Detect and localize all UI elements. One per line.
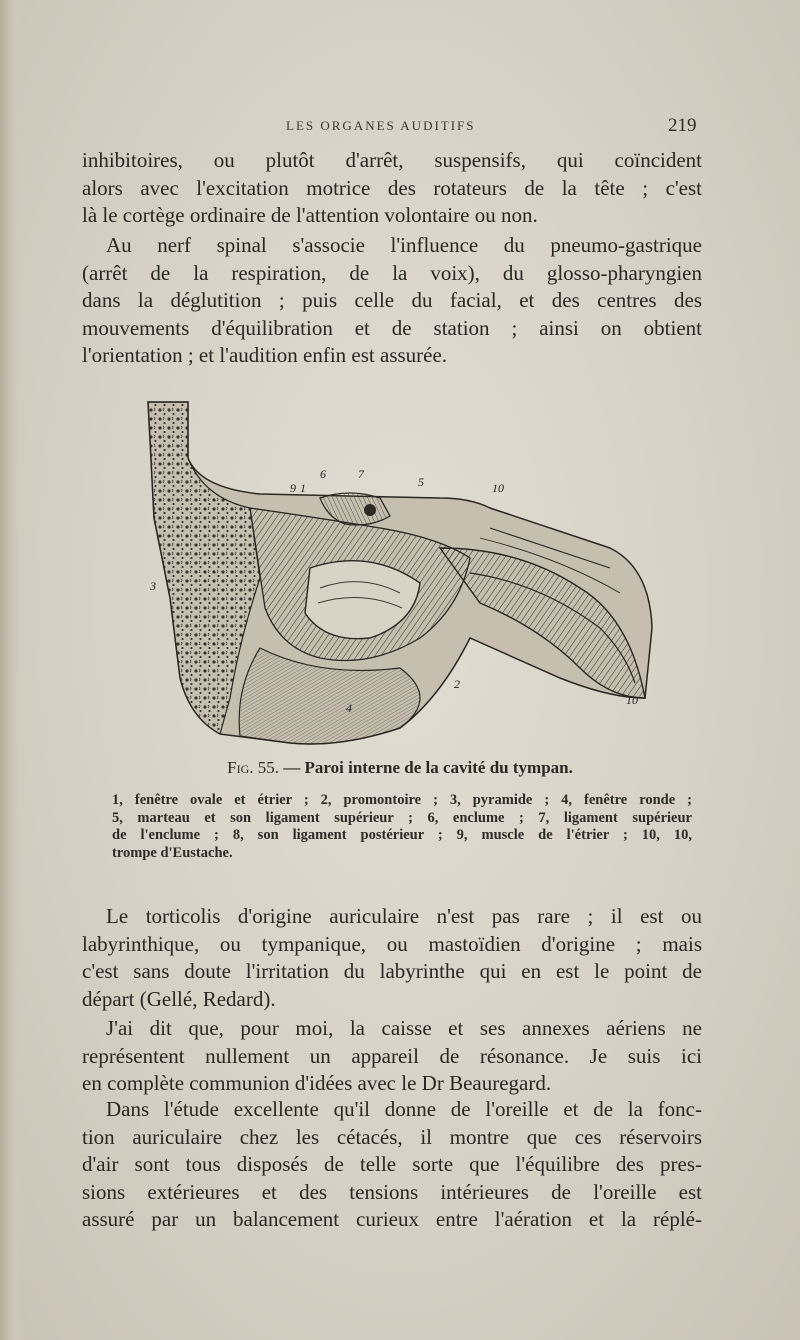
figure-label: 2 [454,677,460,691]
paragraph-5 [82,1096,702,1234]
text-line: tion auriculaire chez les cétacés, il montre que ces réservoirs [82,1124,702,1149]
text-line: là le cortège ordinaire de l'attention volontaire ou non. [82,203,538,227]
running-title: LES ORGANES AUDITIFS [286,118,476,133]
text-line: l'orientation ; et l'audition enfin est assurée. [82,343,448,367]
text-line: représentent nullement un appareil de résonance. Je suis ici [82,1043,702,1068]
text-line: labyrinthique, ou tympanique, ou mastoïdien d'origine ; mais [82,931,702,956]
figure-label: 1 [300,481,306,495]
figure-caption [0,758,800,778]
text-line: alors avec l'excitation motrice des rotateurs de la tête ; c'est [82,175,702,200]
figure-label: 3 [150,579,156,593]
tympanic-cavity-engraving [140,398,660,750]
anatomical-figure [140,398,660,750]
figure-number: Fig. 55. [227,758,279,777]
text-line: en complète communion d'idées avec le Dr Beauregard. [82,1071,552,1095]
text-line: c'est sans doute l'irritation du labyrinthe qui en est le point de [82,959,702,983]
text-line: Le torticolis d'origine auriculaire n'est pas rare ; il est ou [106,904,702,928]
paragraph-1 [82,147,702,230]
legend-line: 5, marteau et son ligament supérieur ; 6, enclume ; 7, ligament supérieur [112,809,692,826]
legend-line: de l'enclume ; 8, son ligament postérieur ; 9, muscle de l'étrier ; 10, 10, [112,827,692,843]
figure-label: 10 [626,693,638,707]
figure-title: — Paroi interne de la cavité du tympan. [283,758,573,777]
paragraph-3 [82,903,702,1013]
text-line: inhibitoires, ou plutôt d'arrêt, suspensifs, qui coïncident [82,148,702,172]
figure-label: 7 [358,467,364,481]
page-number: 219 [668,115,697,136]
page-edge-shadow [0,0,22,1340]
text-line: Dans l'étude excellente qu'il donne de l'oreille et de la fonc- [106,1097,702,1121]
figure-label: 4 [346,701,352,715]
text-line: sions extérieures et des tensions intérieures de l'oreille est [82,1179,702,1204]
text-line: départ (Gellé, Redard). [82,986,276,1011]
running-head [0,115,800,138]
text-line: J'ai dit que, pour moi, la caisse et ses annexes aériens ne [106,1016,702,1040]
figure-label: 5 [418,475,424,489]
text-line: d'air sont tous disposés de telle sorte que l'équilibre des pres- [82,1152,702,1176]
text-line: assuré par un balancement curieux entre l'aération et la réplé- [82,1207,702,1231]
text-line: mouvements d'équilibration et de station ; ainsi on obtient [82,315,702,340]
text-line: dans la déglutition ; puis celle du facial, et des centres des [82,288,702,312]
text-line: Au nerf spinal s'associe l'influence du pneumo-gastrique [106,233,702,257]
paragraph-2 [82,232,702,370]
paragraph-4 [82,1015,702,1098]
text-line: (arrêt de la respiration, de la voix), du glosso-pharyngien [82,260,702,285]
figure-label: 6 [320,467,326,481]
legend-line: trompe d'Eustache. [112,844,233,861]
figure-label: 9 [290,481,296,495]
figure-legend [112,792,692,862]
legend-line: 1, fenêtre ovale et étrier ; 2, promontoire ; 3, pyramide ; 4, fenêtre ronde ; [112,792,692,808]
figure-label: 10 [492,481,504,495]
